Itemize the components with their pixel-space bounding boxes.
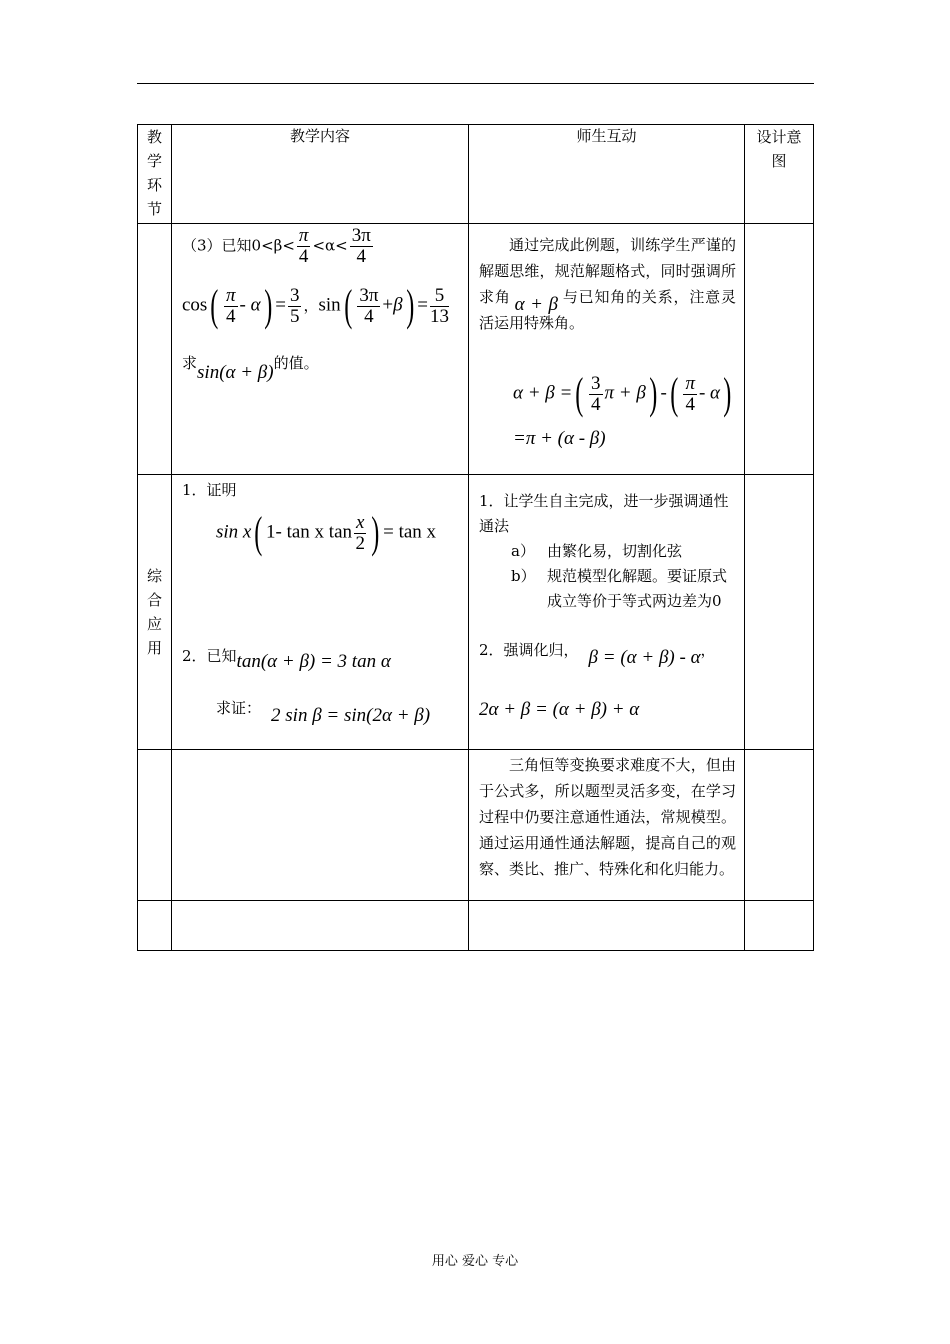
row1-explanation: 通过完成此例题，训练学生严谨的解题思维，规范解题格式，同时强调所求角 α + β 与已知角的关系，注意灵活运用特殊角。 xyxy=(479,236,736,332)
row2-content xyxy=(172,475,469,750)
header-rule xyxy=(137,83,814,84)
page-footer: 用心 爱心 专心 xyxy=(431,1254,519,1269)
row1-interaction xyxy=(469,224,745,475)
row-summary xyxy=(138,750,814,901)
row-comprehensive xyxy=(138,475,814,750)
strategy-b: b） 规范模型化解题。要证原式成立等价于等式两边差为0 xyxy=(511,567,728,610)
header-stage: 教学环节 xyxy=(138,125,172,224)
proof-item-2: 2．已知tan(α + β) = 3 tan α xyxy=(182,647,391,672)
row1-intent xyxy=(745,224,814,475)
row2-stage: 综合应用 xyxy=(138,475,172,750)
question-line: 求sin(α + β)的值。 xyxy=(182,354,319,383)
fraction-pi-over-4: $\frac{\pi}{4}$ xyxy=(298,225,309,267)
header-row xyxy=(138,125,814,224)
header-intent: 设计意图 xyxy=(745,125,814,224)
lesson-table xyxy=(137,124,814,951)
strategy-a: a） 由繁化易，切割化弦 xyxy=(511,542,683,560)
row-empty xyxy=(138,901,814,951)
header-content: 教学内容 xyxy=(172,125,469,224)
row2-intent xyxy=(745,475,814,750)
given-equations: cos( $\frac{\pi}{4}$ - α) = $\frac{3}{5}$ ，sin( $\frac{3\pi}{4}$ +β) = $\frac{5}{13}$ xyxy=(182,281,449,330)
proof-item-1: 1．证明 xyxy=(182,481,237,499)
angle-decomposition: α + β =( $\frac{3}{4}$ π + β) -( $\frac{\pi}{4}$ - α) xyxy=(513,369,732,418)
row2-explanation: 1．让学生自主完成，进一步强调通性通法 a） 由繁化易，切割化弦 b） 规范模型化解题。要证原式成立等价于等式两边差为0 xyxy=(469,475,744,614)
row1-stage xyxy=(138,224,172,475)
reduction-equation: 2α + β = (α + β) + α xyxy=(479,699,640,720)
given-condition: （3）已知0<β< $\frac{\pi}{4}$ <α< $\frac{3\pi}{4}$ xyxy=(182,225,371,267)
row2-interaction xyxy=(469,475,745,750)
angle-simplified: =π + (α - β) xyxy=(513,428,606,449)
fraction-3pi-over-4: $\frac{3\pi}{4}$ xyxy=(351,225,371,267)
header-interaction: 师生互动 xyxy=(469,125,745,224)
reduction-line: 2．强调化归， β = (α + β) - α， xyxy=(479,641,716,668)
proof-equation-1: sin x( 1- tan x tan $\frac{x}{2}$ ) = tan x xyxy=(216,508,437,557)
row3-interaction: 三角恒等变换要求难度不大，但由于公式多，所以题型灵活多变，在学习过程中仍要注意通性通法，常规模型。通过运用通性通法解题，提高自己的观察、类比、推广、特殊化和化归能力。 xyxy=(469,750,745,901)
proof-target: 求证： 2 sin β = sin(2α + β) xyxy=(216,699,431,726)
row-example-3 xyxy=(138,224,814,475)
row1-content xyxy=(172,224,469,475)
